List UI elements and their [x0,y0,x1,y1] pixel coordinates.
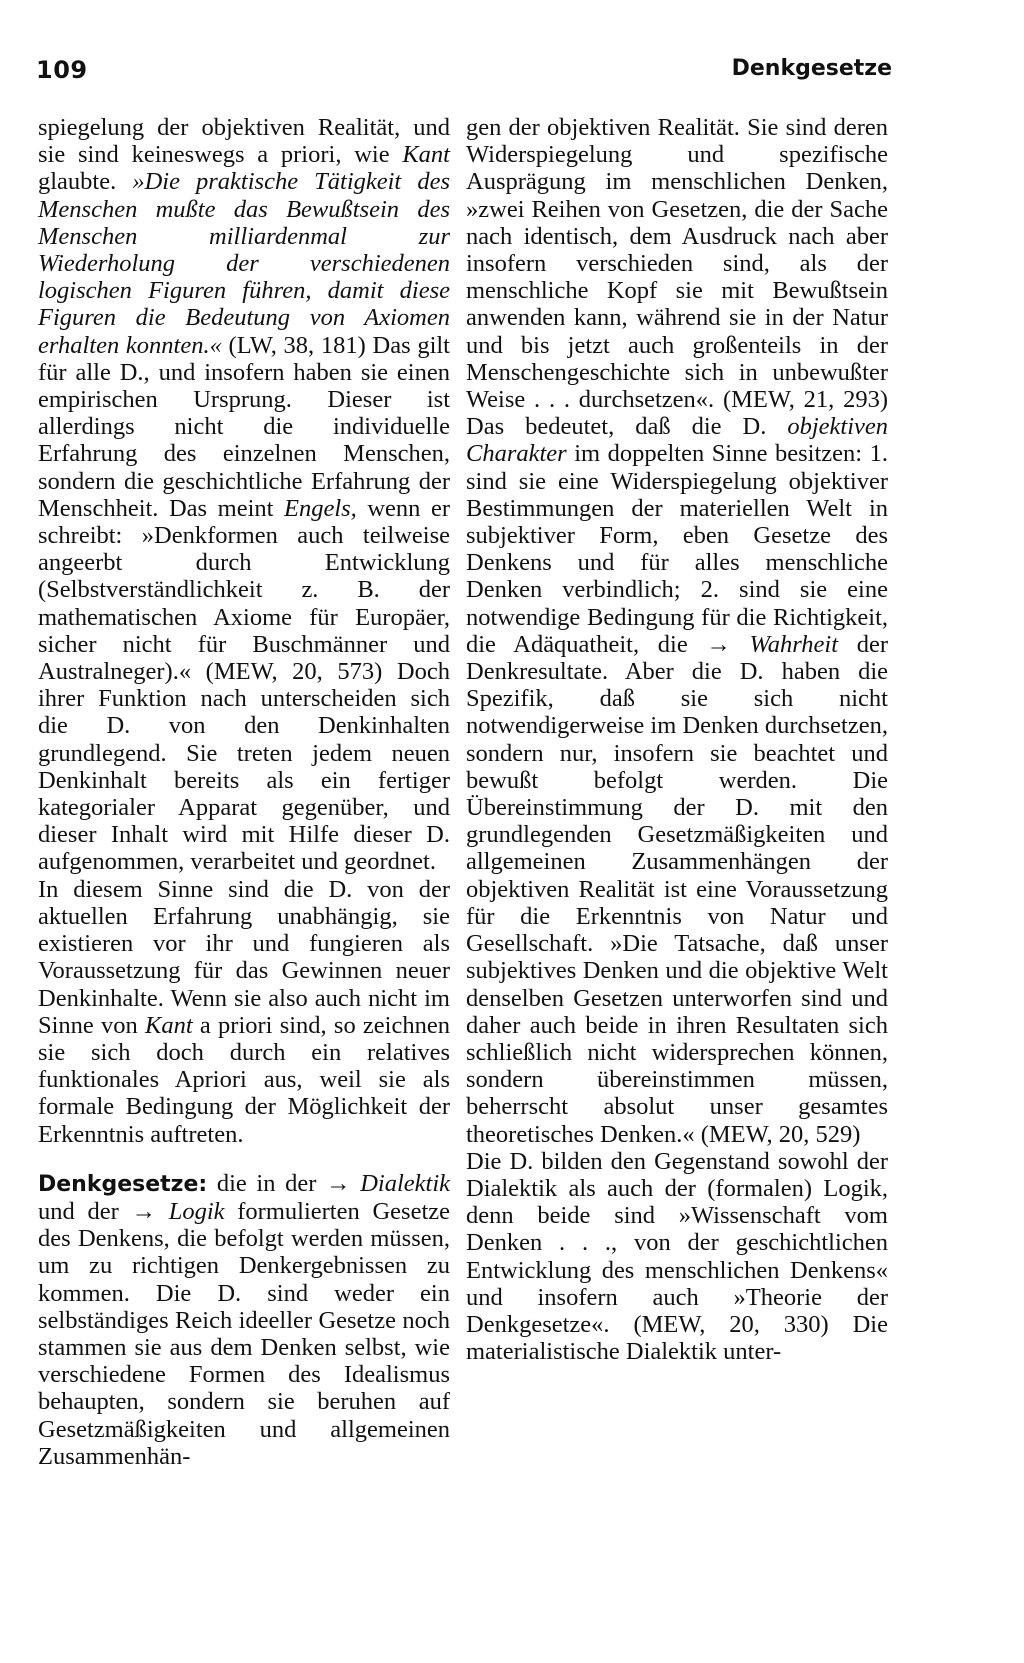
entry-headword: Denkgesetze: [38,1171,208,1197]
cross-ref-logik[interactable]: Logik [168,1197,225,1225]
name-engels: Engels, [283,494,357,522]
paragraph: In diesem Sinne sind die D. von der aktuellen Erfahrung unabhängig, sie existieren vor ihr und fungieren als Voraussetzung für das Gewinnen neuer Denkinhalte. Wenn sie also auch nicht im Sinne von Kant a priori sind, so zeichnen sie sich doch durch ein relatives funktionales Apriori aus, weil sie als formale Bedingung der Möglichkeit der Erkenntnis auftreten. [38,875,450,1148]
cross-ref-wahrheit[interactable]: Wahrheit [749,630,839,658]
dictionary-entry: Denkgesetze: die in der → Dialektik und der → Logik formulierten Gesetze des Denkens, die befolgt werden müssen, um zu richtigen Denkergebnissen zu kommen. Die D. sind weder ein selbständiges Reich ideeller Gesetze noch stammen sie aus dem Denken selbst, wie verschiedene Formen des Idealismus behaupten, sondern sie beruhen auf Gesetzmäßigkeiten und allgemeinen Zusammenhän- [38,1169,450,1470]
page-header [36,56,892,96]
page-number: 109 [36,56,88,84]
paragraph: gen der objektiven Realität. Sie sind deren Widerspiegelung und spezifische Ausprägung im menschlichen Denken, »zwei Reihen von Gesetzen, die der Sache nach identisch, dem Ausdruck nach aber insofern verschieden sind, als der menschliche Kopf sie mit Bewußtsein anwenden kann, während sie in der Natur und bis jetzt auch großenteils in der Menschengeschichte sich in unbewußter Weise . . . durchsetzen«. (MEW, 21, 293) Das bedeutet, daß die D. objektiven Charakter im doppelten Sinne besitzen: 1. sind sie eine Widerspiegelung objektiver Bestimmungen der materiellen Welt in subjektiver Form, eben Gesetze des Denkens und für alles menschliche Denken verbindlich; 2. sind sie eine notwendige Bedingung für die Richtigkeit, die Adäquatheit, die → Wahrheit der Denkresultate. Aber die D. haben die Spezifik, daß sie sich nicht notwendigerweise im Denken durchsetzen, sondern nur, insofern sie beachtet und bewußt befolgt werden. Die Übereinstimmung der D. mit den grundlegenden Gesetzmäßigkeiten und allgemeinen Zusammenhängen der objektiven Realität ist eine Voraussetzung für die Erkenntnis von Natur und Gesellschaft. »Die Tatsache, daß unser subjektives Denken und die objektive Welt denselben Gesetzen unterworfen sind und daher auch beide in ihren Resultaten sich schließlich nicht widersprechen können, sondern übereinstimmen müssen, beherrscht absolut unser gesamtes theoretisches Denken.« (MEW, 20, 529) [466,114,888,1148]
left-column [38,114,450,1470]
name-kant: Kant [402,141,450,169]
entry-spacer [38,1148,450,1170]
cross-ref-dialektik[interactable]: Dialektik [360,1169,450,1197]
term-objektiver-charakter: objektiven Charakter [466,413,888,468]
running-head: Denkgesetze [731,56,892,81]
lenin-quote: »Die praktische Tätigkeit des Menschen mußte das Bewußtsein des Menschen milliardenmal zur Wiederholung der verschiedenen logischen Figuren führen, damit diese Figuren die Bedeutung von Axiomen erhalten konnten.« [38,168,450,359]
paragraph: spiegelung der objektiven Realität, und sie sind keineswegs a priori, wie Kant glaubte. »Die praktische Tätigkeit des Menschen mußte das Bewußtsein des Menschen milliardenmal zur Wiederholung der verschiedenen logischen Figuren führen, damit diese Figuren die Bedeutung von Axiomen erhalten konnten.« (LW, 38, 181) Das gilt für alle D., und insofern haben sie einen empirischen Ursprung. Dieser ist allerdings nicht die individuelle Erfahrung des einzelnen Menschen, sondern die geschichtliche Erfahrung der Menschheit. Das meint Engels, wenn er schreibt: »Denkformen auch teilweise angeerbt durch Entwicklung (Selbstverständlichkeit z. B. der mathematischen Axiome für Europäer, sicher nicht für Buschmänner und Australneger).« (MEW, 20, 573) Doch ihrer Funktion nach unterscheiden sich die D. von den Denkinhalten grundlegend. Sie treten jedem neuen Denkinhalt bereits als ein fertiger kategorialer Apparat gegenüber, und dieser Inhalt wird mit Hilfe dieser D. aufgenommen, verarbeitet und geordnet. [38,114,450,876]
paragraph: Die D. bilden den Gegenstand sowohl der Dialektik als auch der (formalen) Logik, denn beide sind »Wissenschaft vom Denken . . ., von der geschichtlichen Entwicklung des menschlichen Denkens« und insofern auch »Theorie der Denkgesetze«. (MEW, 20, 330) Die materialistische Dialektik unter- [466,1147,888,1366]
name-kant: Kant [145,1011,193,1039]
right-column [466,114,888,1365]
